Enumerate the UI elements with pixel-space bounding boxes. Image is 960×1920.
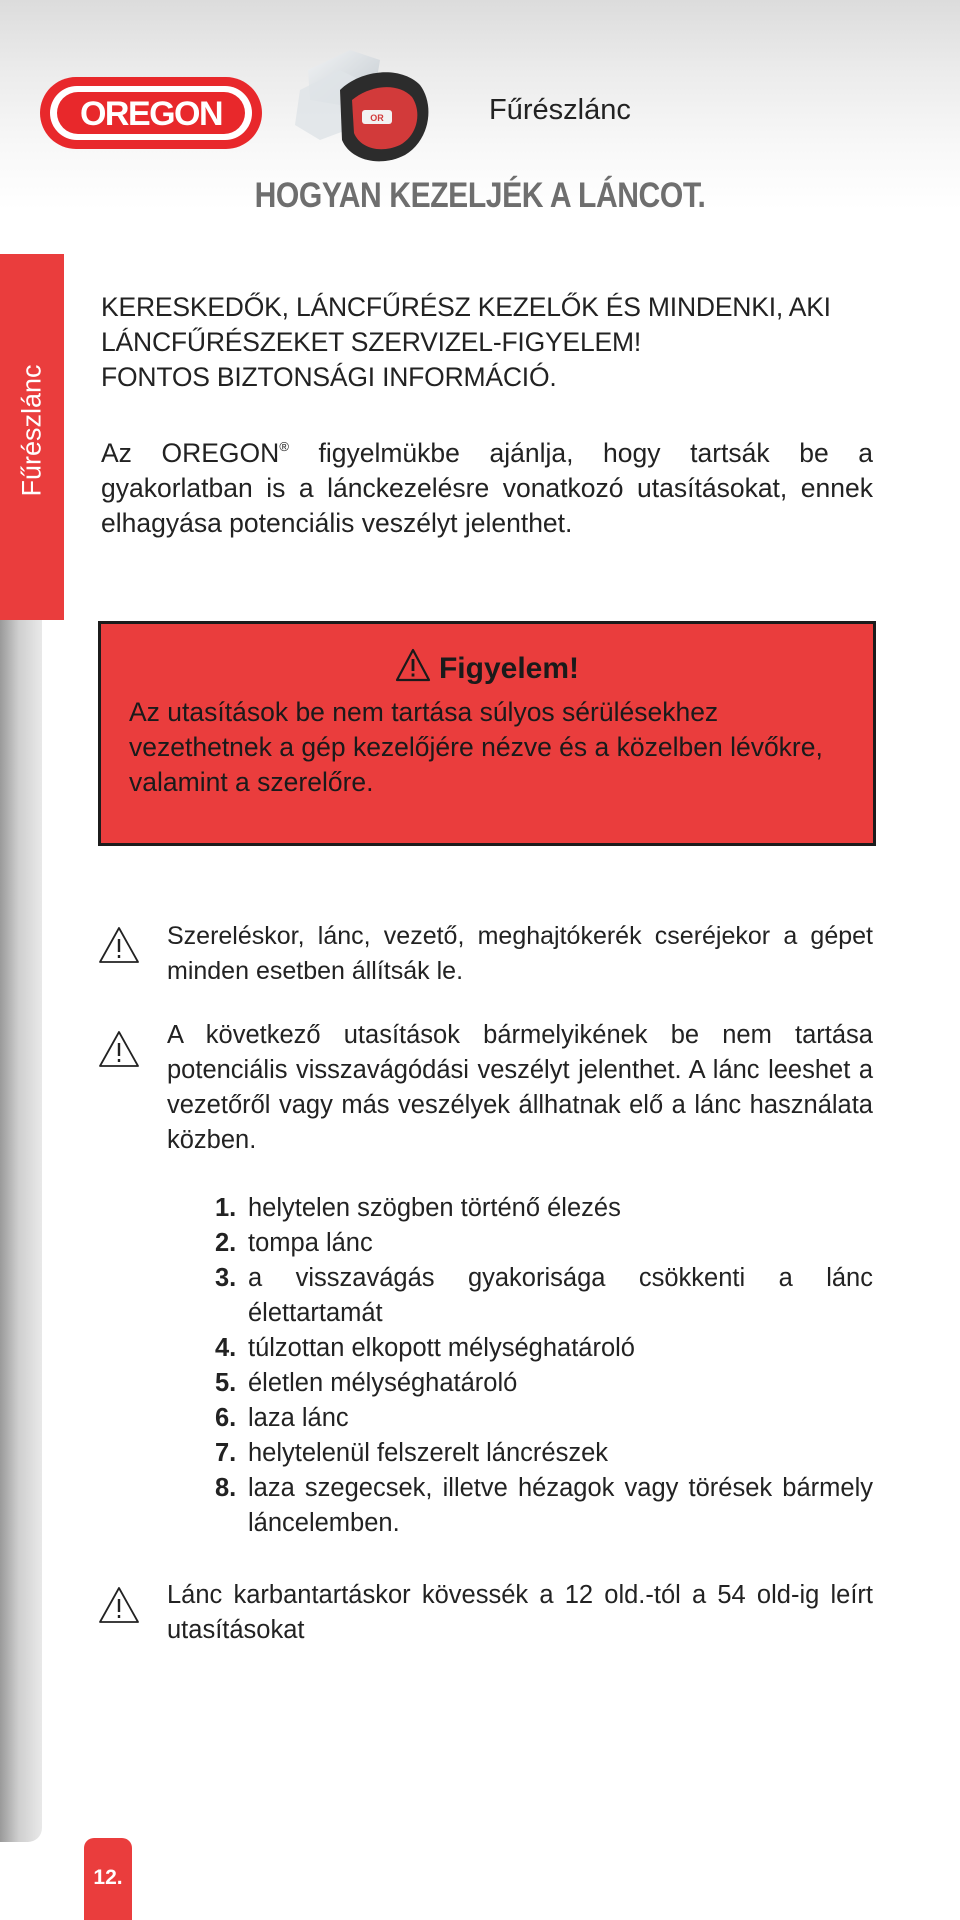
warning-heading bbox=[101, 648, 873, 686]
warning-item: A következő utasítások bármelyikének be nem tartása potenciális visszavágódási veszélyt jelenthet. A lánc leeshet a vezetőről vagy más veszélyek állhatnak elő a lánc használata közben. bbox=[167, 1021, 873, 1154]
warning-heading-text: Figyelem! bbox=[438, 652, 580, 685]
intro-caps-line: FONTOS BIZTONSÁGI INFORMÁCIÓ. bbox=[101, 362, 557, 392]
list-item bbox=[215, 1261, 873, 1331]
warning-item: Lánc karbantartáskor kövessék a 12 old.-tól a 54 old-ig leírt utasításokat bbox=[167, 1581, 873, 1644]
list-item bbox=[215, 1401, 873, 1436]
list-item bbox=[215, 1226, 873, 1261]
intro-brand: Az OREGON bbox=[101, 438, 280, 468]
list-number: 1. bbox=[215, 1194, 237, 1222]
intro-caps-line: KERESKEDŐK, LÁNCFŰRÉSZ KEZELŐK ÉS MINDENKI, AKI bbox=[101, 292, 831, 322]
list-text: helytelen szögben történő élezés bbox=[248, 1194, 621, 1222]
list-text: helytelenül felszerelt láncrészek bbox=[248, 1439, 609, 1467]
list-number: 4. bbox=[215, 1334, 237, 1362]
side-tab-label bbox=[12, 350, 52, 510]
chain-illustration bbox=[280, 30, 440, 180]
list-item bbox=[215, 1331, 873, 1366]
list-number: 3. bbox=[215, 1264, 237, 1292]
warning-icon bbox=[98, 926, 140, 964]
list-item bbox=[215, 1191, 873, 1226]
registered-mark: ® bbox=[279, 439, 289, 454]
page-number: 12. bbox=[93, 1866, 123, 1889]
intro-body: figyelmükbe ajánlja, hogy tartsák be a gyakorlatban is a lánckezelésre vonatkozó utasításokat, ennek elhagyása potenciális veszélyt jelenthet. bbox=[101, 438, 874, 538]
page-title: HOGYAN KEZELJÉK A LÁNCOT. bbox=[254, 176, 706, 215]
list-number: 2. bbox=[215, 1229, 237, 1257]
list-text: a visszavágás gyakorisága csökkenti a lánc élettartamát bbox=[248, 1264, 873, 1327]
warning-icon bbox=[395, 648, 431, 682]
warning-icon bbox=[98, 1586, 140, 1624]
list-text: túlzottan elkopott mélységhatároló bbox=[248, 1334, 635, 1362]
list-number: 7. bbox=[215, 1439, 237, 1467]
warning-text: Az utasítások be nem tartása súlyos sérülésekhez vezethetnek a gép kezelőjére nézve és a közelben lévőkre, valamint a szerelőre. bbox=[129, 697, 823, 797]
warning-box bbox=[98, 621, 876, 846]
oregon-logo bbox=[38, 75, 264, 151]
side-tab-text: Fűrészlánc bbox=[16, 363, 47, 497]
cause-list bbox=[215, 1191, 873, 1541]
list-text: laza szegecsek, illetve hézagok vagy törések bármely láncelemben. bbox=[248, 1474, 873, 1537]
list-text: életlen mélységhatároló bbox=[248, 1369, 518, 1397]
svg-text:OR: OR bbox=[370, 113, 384, 123]
list-text: tompa lánc bbox=[248, 1229, 373, 1257]
list-item bbox=[215, 1436, 873, 1471]
intro-caps-line: LÁNCFŰRÉSZEKET SZERVIZEL-FIGYELEM! bbox=[101, 327, 642, 357]
list-item bbox=[215, 1471, 873, 1541]
warning-icon bbox=[98, 1030, 140, 1068]
side-strip bbox=[0, 620, 42, 1842]
list-number: 6. bbox=[215, 1404, 237, 1432]
section-title: Fűrészlánc bbox=[489, 94, 631, 126]
warning-item: Szereléskor, lánc, vezető, meghajtókerék cseréjekor a gépet minden esetben állítsák le. bbox=[167, 922, 873, 985]
list-number: 5. bbox=[215, 1369, 237, 1397]
intro-section bbox=[101, 290, 873, 541]
intro-paragraph bbox=[101, 429, 873, 541]
list-text: laza lánc bbox=[248, 1404, 349, 1432]
logo-text: OREGON bbox=[79, 95, 223, 133]
list-item bbox=[215, 1366, 873, 1401]
page-number-tab bbox=[84, 1838, 132, 1920]
list-number: 8. bbox=[215, 1474, 237, 1502]
